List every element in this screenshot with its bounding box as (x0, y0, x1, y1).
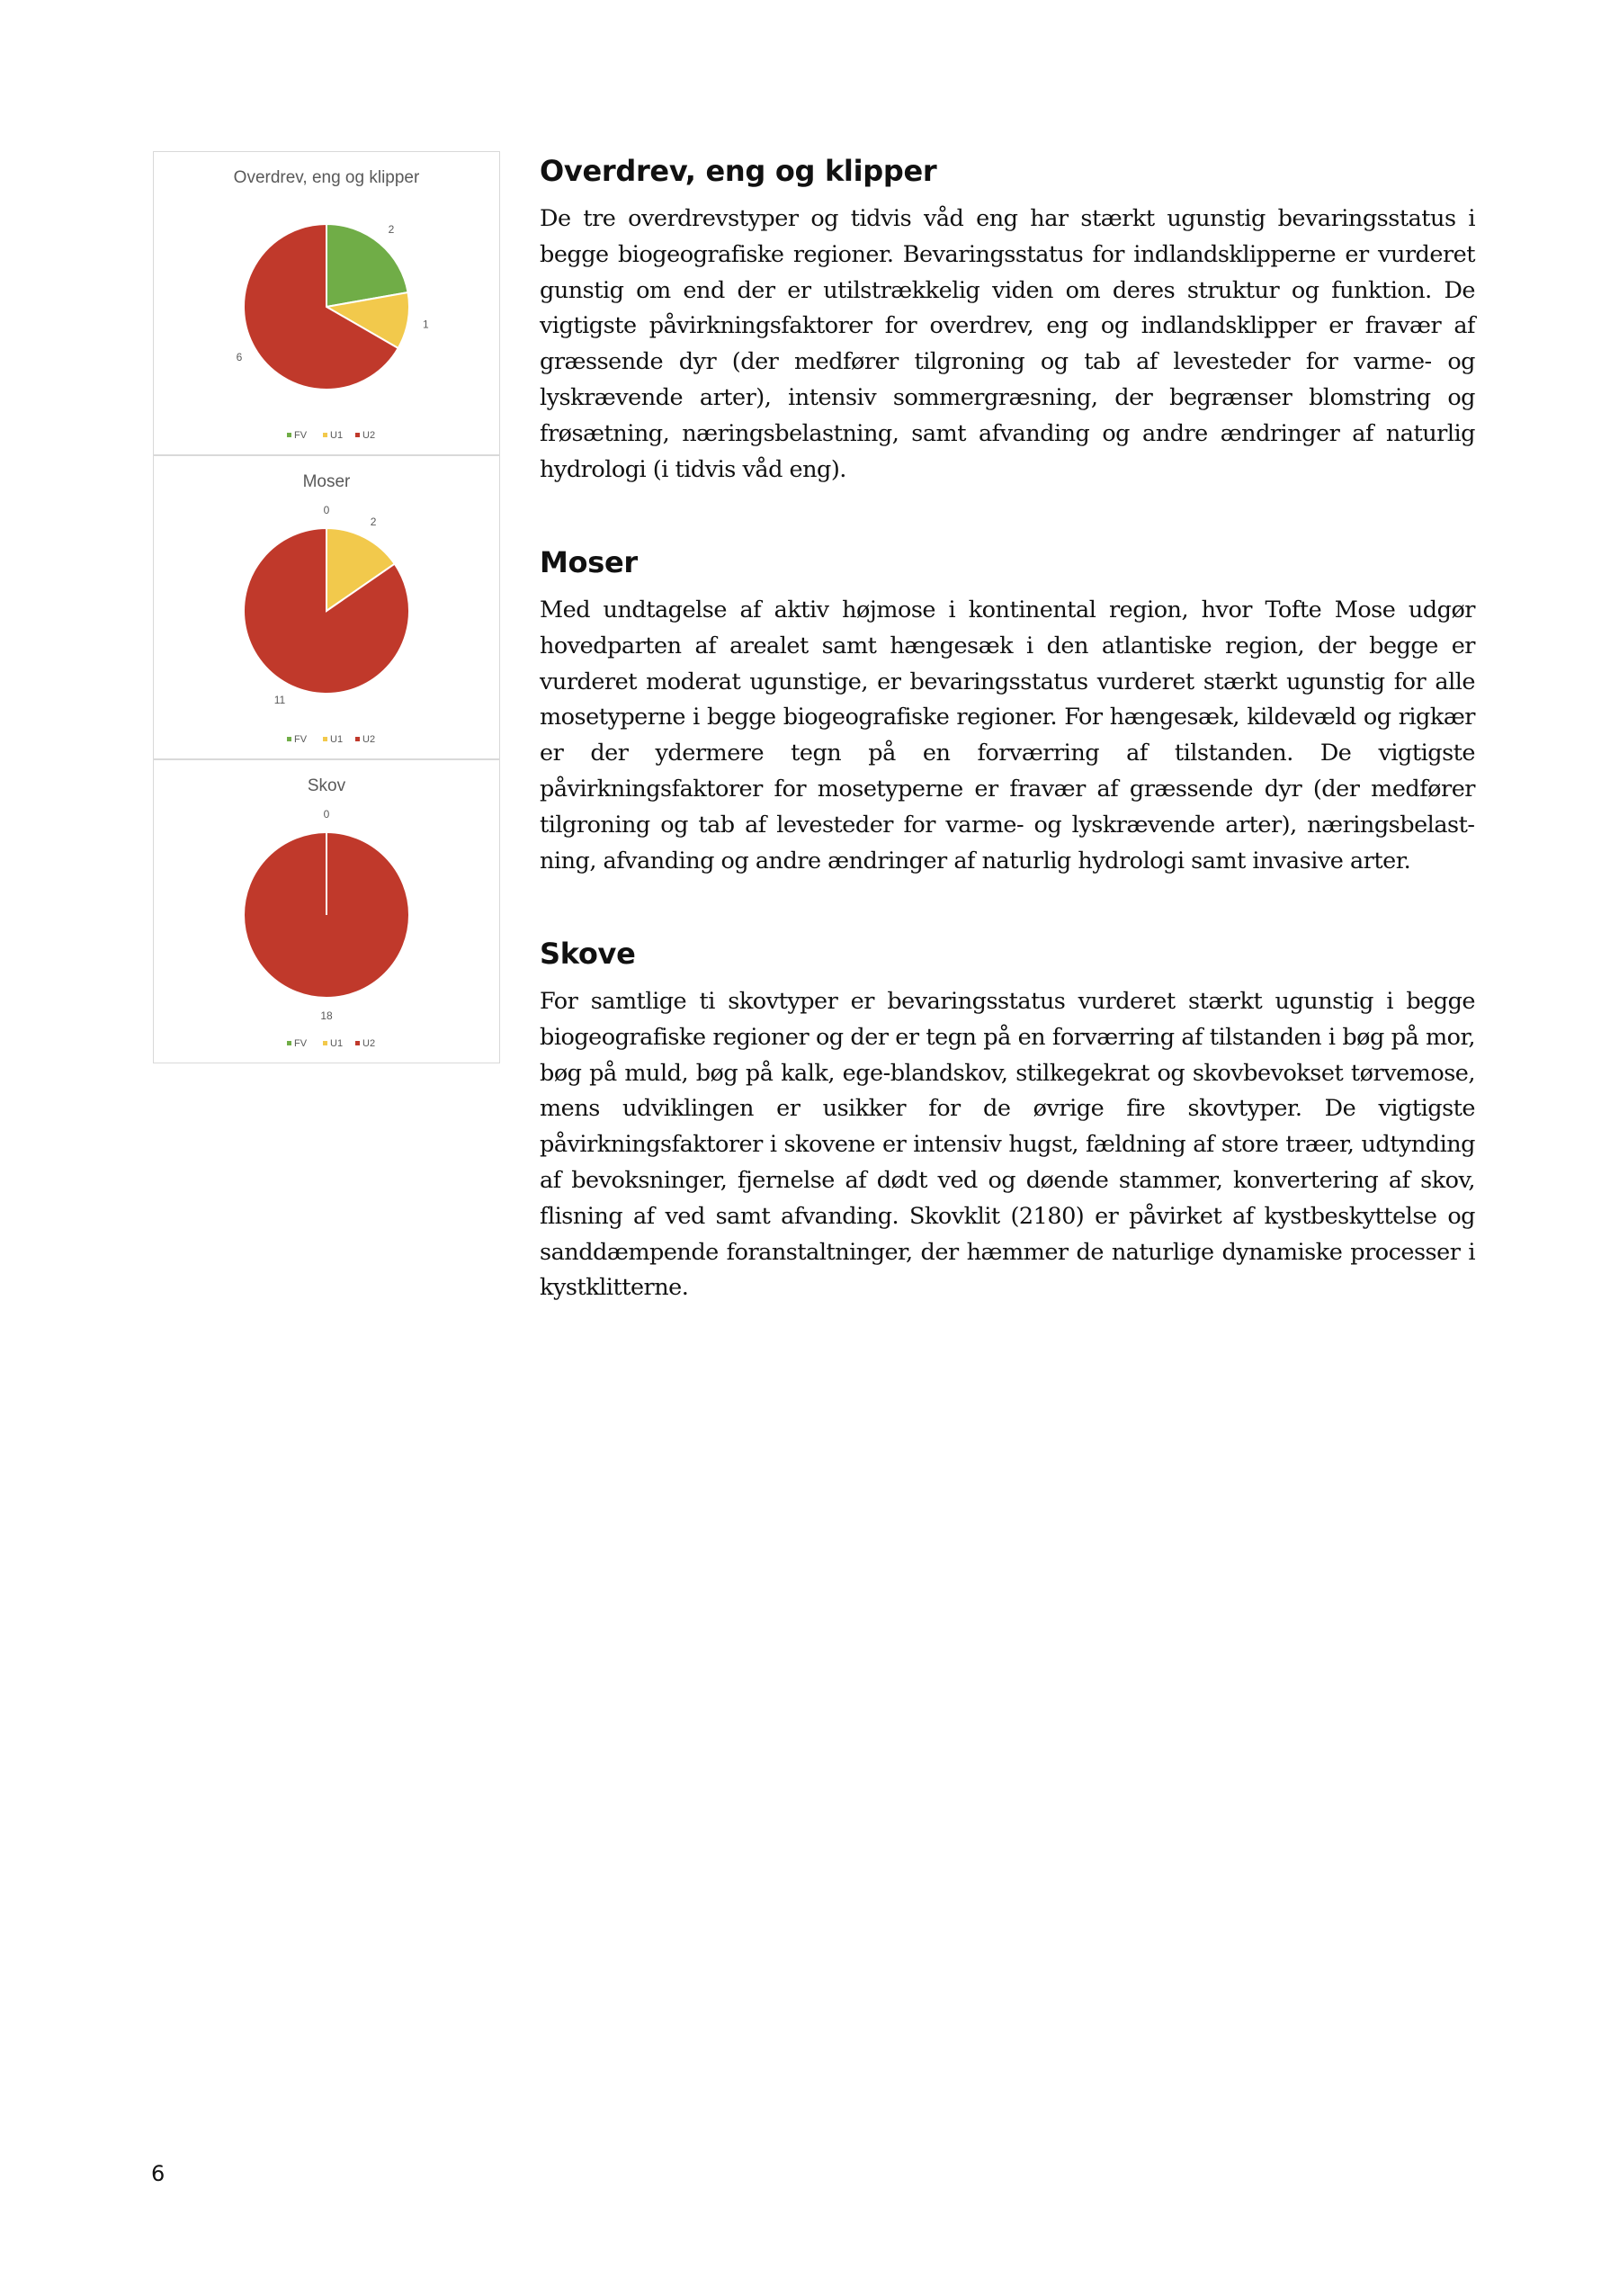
legend-label: U1 (330, 734, 344, 745)
legend-item-fv (287, 1038, 308, 1049)
page-number: 6 (151, 2161, 165, 2186)
legend-item-u2 (355, 430, 375, 441)
pie-chart-overdrev (153, 151, 500, 455)
chart-title: Overdrev, eng og klipper (233, 168, 420, 187)
legend-label: U2 (362, 430, 376, 441)
legend-swatch (323, 1041, 327, 1045)
legend-label: U2 (362, 734, 376, 745)
section-body: For samtlige ti skovtyper er bevaringsstatus vurderet stærkt ugunstig i begge biogeografiske regioner og der er tegn på en forværring af tilstanden i bøg på mor, bøg på muld, bøg på kalk, ege-blandskov, stilkegekrat og skovbevokset tørvemose, mens udviklingen er usikker for de øvrige fire skovtyper. De vigtigste påvirkningsfaktorer i skovene er intensiv hugst, fældning af store træer, udtynding af bevoksninger, fjernelse af dødt ved og døende stammer, konvertering af skov, flisning af ved samt afvanding. Skovklit (2180) er påvirket af kystbeskyttelse og sanddæmpende foranstaltninger, der hæmmer de naturlige dynamiske processer i kystklitterne. (540, 988, 1475, 1302)
section-overdrev (540, 153, 1475, 488)
section-body: De tre overdrevstyper og tidvis våd eng har stærkt ugunstig bevaringsstatus i begge biogeografiske regioner. Bevaringsstatus for indlandsklipperne er vurderet gunstig om end der er utilstrækkelig viden om deres struktur og funktion. De vigtigste påvirkningsfaktorer for overdrev, eng og indlandsklipper er fravær af græssende dyr (der medfører tilgroning og tab af levesteder for varme- og lyskrævende arter), intensiv sommergræsning, der begrænser blomstring og frøsætning, næringsbelastning, samt afvanding og andre ændringer af naturlig hydrologi (i tidvis våd eng). (540, 205, 1475, 483)
pie-chart-moser (153, 455, 500, 759)
legend-item-u1 (323, 1038, 343, 1049)
legend-item-u2 (355, 734, 375, 745)
legend-item-fv (287, 734, 308, 745)
pie-chart-svg (154, 456, 499, 758)
legend-label: FV (294, 1038, 308, 1049)
data-label-u2: 11 (273, 694, 286, 707)
data-label-fv: 0 (323, 808, 330, 821)
legend-swatch (287, 1041, 291, 1045)
legend-item-u2 (355, 1038, 375, 1049)
legend-label: FV (294, 734, 308, 745)
legend-swatch (323, 433, 327, 437)
data-label-u1: 1 (422, 318, 429, 331)
chart-title: Skov (307, 776, 346, 795)
data-label-u2: 18 (320, 1009, 333, 1022)
section-heading: Overdrev, eng og klipper (540, 154, 937, 188)
legend-swatch (287, 433, 291, 437)
legend-item-u1 (323, 734, 343, 745)
chart-title: Moser (302, 472, 351, 491)
legend-label: FV (294, 430, 308, 441)
legend-label: U1 (330, 1038, 344, 1049)
legend-label: U2 (362, 1038, 376, 1049)
section-heading: Moser (540, 545, 638, 579)
pie-chart-svg (154, 760, 499, 1063)
data-label-u1: 2 (370, 515, 377, 528)
section-skove (540, 936, 1475, 1306)
legend-label: U1 (330, 430, 344, 441)
pie-chart-skov (153, 759, 500, 1063)
pie-chart-svg (154, 152, 499, 454)
data-label-u2: 6 (236, 351, 243, 363)
section-body: Med undtagelse af aktiv højmose i kontinental region, hvor Tofte Mose udgør hovedparten af arealet samt hængesæk i den atlantiske region, der begge er vurderet moderat ugunstige, er bevaringsstatus vurderet stærkt ugunstig for alle mosetyperne i begge biogeografiske regioner. For hængesæk, kildevæld og rigkær er der ydermere tegn på en forværring af tilstanden. De vigtigste påvirkningsfaktorer for mosetyperne er fravær af græssende dyr (der medfører tilgroning og tab af levesteder for varme- og lyskrævende arter), næringsbelastning, afvanding og andre ændringer af naturlig hydrologi samt invasive arter. (540, 596, 1475, 874)
legend-item-fv (287, 430, 308, 441)
legend-swatch (355, 737, 360, 741)
data-label-fv: 0 (323, 504, 330, 516)
legend-swatch (287, 737, 291, 741)
legend-swatch (355, 1041, 360, 1045)
legend-swatch (355, 433, 360, 437)
section-moser (540, 544, 1475, 879)
section-heading: Skove (540, 937, 636, 971)
legend-item-u1 (323, 430, 343, 441)
data-label-fv: 2 (388, 223, 395, 237)
legend-swatch (323, 737, 327, 741)
